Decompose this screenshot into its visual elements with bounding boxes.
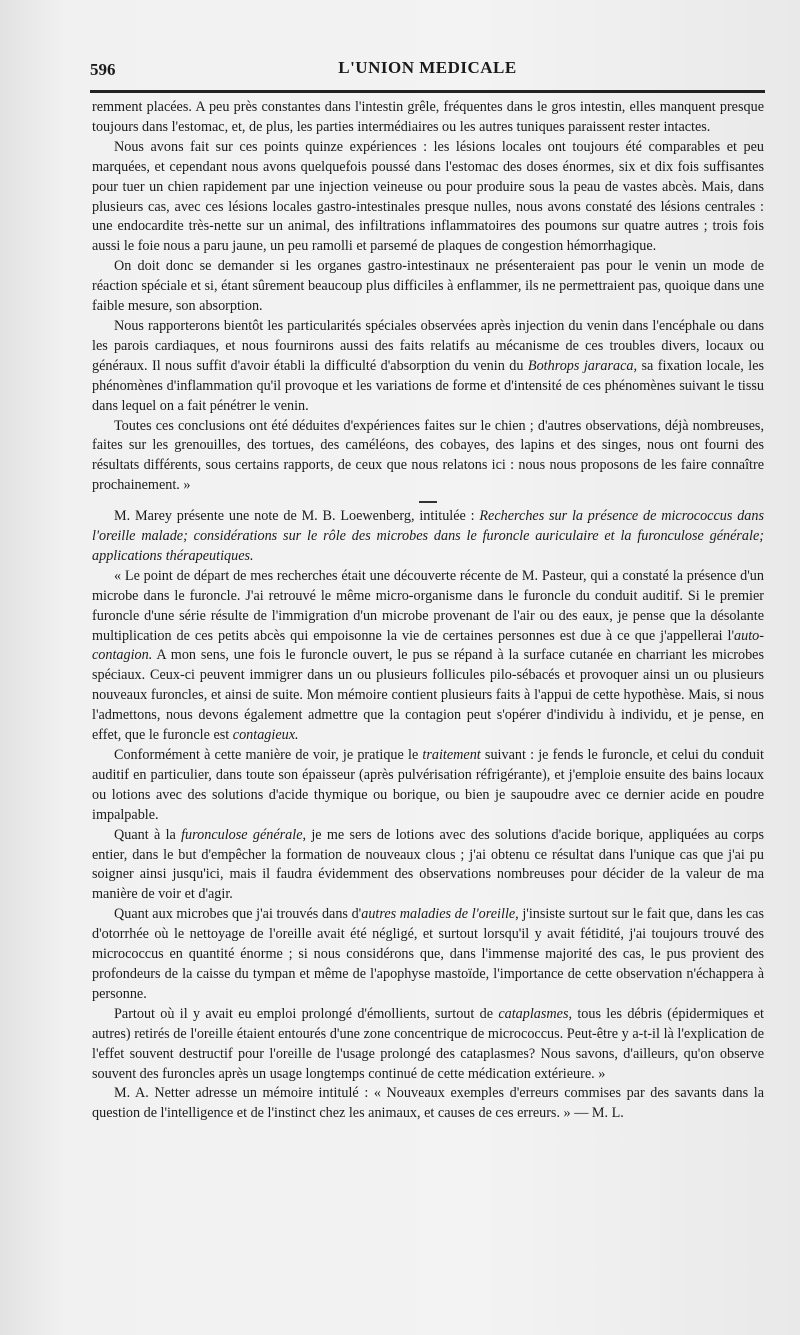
text-run: « Le point de départ de mes recherches était une découverte récente de M. Pasteur, qui a constaté la présence d'un microbe dans le furoncle. J'ai retrouvé le même micro-organisme dans le furoncle du conduit auditif. Si le premier furoncle d'une série résulte de l'immigration d'un microbe provenant de l'air ou des eaux, je pense que la désolante multiplication de ces petits abcès qui empoisonne la vie de certaines personnes est due à ce que j'appellerai l' bbox=[92, 567, 764, 644]
paragraph-4 bbox=[92, 417, 764, 497]
header-rule bbox=[90, 90, 765, 93]
text-run: On doit donc se demander si les organes gastro-intestinaux ne présenteraient pas pour le venin un mode de réaction spéciale et si, étant sûrement beaucoup plus difficiles à enflammer, ils ne permettraient pas, quoique dans une faible mesure, son absorption. bbox=[92, 258, 764, 315]
italic-text: Recherches sur la présence de micrococcus dans l'oreille malade; considérations sur le rôle des microbes dans le furoncle auriculaire et la furonculose générale; applications thérapeutiques. bbox=[92, 508, 764, 564]
text-run: tous les débris (épidermiques et autres) retirés de l'oreille étaient entourés d'une zone concentrique de micrococcus. Peut-être y a-t-il là l'explication de l'effet souvent destructif pour l'oreille de l'usage prolongé des cataplasmes? Nous savons, d'ailleurs, qu'on observe souvent des furoncles après un usage longtemps continué de cette médication extérieure. » bbox=[92, 1005, 764, 1082]
text-run: sa fixation locale, les phénomènes d'inflammation qu'il provoque et les variations de forme et d'intensité de ces phénomènes suivant le tissu dans lequel on a fait pénétrer le venin. bbox=[92, 357, 765, 414]
text-run: Quant à la bbox=[114, 826, 182, 843]
italic-text: traitement bbox=[422, 747, 481, 763]
text-run: remment placées. A peu près constantes dans l'intestin grêle, fréquentes dans le gros intestin, elles manquent presque toujours dans l'estomac, et, de plus, les parties intermédiaires ou les autres tuniques paraissent rester intactes. bbox=[92, 99, 764, 135]
paragraph-9 bbox=[92, 905, 764, 1005]
paragraph-5 bbox=[92, 507, 764, 567]
journal-title: L'UNION MEDICALE bbox=[338, 58, 517, 77]
text-run: Conformément à cette manière de voir, je pratique le bbox=[114, 747, 423, 763]
text-run: j'insiste surtout sur le fait que, dans les cas d'otorrhée où le nettoyage de l'oreille avait été négligé, et surtout lorsqu'il y avait fétidité, j'ai toujours trouvé des micrococcus en quantité énorme ; si nous considérons que, dans l'immense majorité des cas, le pus provient des profondeurs de la caisse du tympan et même de l'apophyse mastoïde, l'importance de cette observation n'échappera à personne. bbox=[92, 906, 764, 1002]
running-head bbox=[90, 58, 765, 84]
paragraph-3 bbox=[92, 317, 764, 417]
text-run: M. A. Netter adresse un mémoire intitulé : « Nouveaux exemples d'erreurs commises par des savants dans la question de l'intelligence et de l'instinct chez les animaux, et causes de ces erreurs. » — M. L. bbox=[92, 1085, 764, 1122]
italic-text: furonculose générale, bbox=[181, 826, 307, 843]
text-run: je me sers de lotions avec des solutions d'acide borique, appliquées au corps entier, dans le but d'empêcher la formation de nouveaux clous ; j'ai obtenu ce résultat dans l'unique cas que j'ai pu soigner ainsi jusqu'ici, mais il faudra évidemment des observations nombreuses pour décider de la valeur de ma manière de voir et d'agir. bbox=[92, 826, 764, 903]
paragraph-10 bbox=[92, 1005, 764, 1085]
text-run: Nous avons fait sur ces points quinze expériences : les lésions locales ont toujours été comparables et peu marquées, et cependant nous avons quelquefois poussé dans l'estomac des doses énormes, six et dix fois suffisantes pour tuer un chien rapidement par une injection veineuse ou pour produire sous la peau de vastes abcès. Mais, dans plusieurs cas, avec ces lésions locales gastro-intestinales presque nulles, nous avons constaté des lésions centrales : une endocardite très-nette sur un animal, des infiltrations inflammatoires des poumons sur quatre autres ; trois fois aussi le foie nous a paru jaune, un peu ramolli et parsemé de plaques de congestion hémorrhagique. bbox=[92, 138, 764, 255]
paragraph-0 bbox=[92, 98, 764, 138]
paragraph-6 bbox=[92, 567, 764, 746]
article-body bbox=[92, 98, 764, 1124]
text-run: Nous rapporterons bientôt les particularités spéciales observées après injection du venin dans l'encéphale ou dans les parois cardiaques, et nous fournirons aussi des faits relatifs au mécanisme de ces troubles divers, locaux ou généraux. Il nous suffit d'avoir établi la difficulté d'absorption du venin du bbox=[92, 317, 764, 374]
text-run: Toutes ces conclusions ont été déduites d'expériences faites sur le chien ; d'autres observations, déjà nombreuses, faites sur les grenouilles, des tortues, des caméléons, des cobayes, des lapins et des singes, nous ont fourni des résultats différents, sous certains rapports, de ceux que nous relatons ici : nous nous proposons de les faire connaître prochainement. » bbox=[92, 417, 764, 494]
page-number: 596 bbox=[90, 60, 116, 79]
text-run: Partout où il y avait eu emploi prolongé d'émollients, surtout de bbox=[114, 1005, 499, 1022]
paragraph-8 bbox=[92, 826, 764, 906]
italic-text: Bothrops jararaca, bbox=[527, 357, 638, 374]
italic-text: cataplasmes, bbox=[498, 1005, 573, 1022]
italic-text: autres maladies de l'oreille, bbox=[361, 906, 519, 923]
paragraph-1 bbox=[92, 138, 764, 257]
paragraph-2 bbox=[92, 257, 764, 317]
italic-text: auto-contagion. bbox=[92, 627, 764, 664]
text-run: A mon sens, une fois le furoncle ouvert, le pus se répand à la surface cutanée en charriant les microbes spéciaux. Ceux-ci peuvent immigrer dans un ou plusieurs follicules pilo-sébacés et provoquer ainsi un ou plusieurs nouveaux furoncles, et ainsi de suite. Mon mémoire contient plusieurs faits à l'appui de cette hypothèse. Mais, si nous l'admettons, nous devons également admettre que la contagion peut s'opérer d'individu à individu, et je pense, en effet, que le furoncle est bbox=[92, 647, 764, 744]
text-run: suivant : je fends le furoncle, et celui du conduit auditif en particulier, dans toute son épaisseur (après pulvérisation réfrigérante), et j'emploie ensuite des bains locaux ou lotions avec des solutions d'acide thymique ou borique, ou bien je saupoudre avec ce dernier acide en poudre impalpable. bbox=[92, 747, 765, 823]
text-run: M. Marey présente une note de M. B. Loewenberg, intitulée : bbox=[114, 508, 480, 525]
section-separator bbox=[419, 501, 437, 503]
italic-text: contagieux. bbox=[232, 727, 299, 744]
paragraph-7 bbox=[92, 746, 764, 826]
paragraph-11 bbox=[92, 1084, 764, 1124]
text-run: Quant aux microbes que j'ai trouvés dans d' bbox=[114, 906, 362, 923]
